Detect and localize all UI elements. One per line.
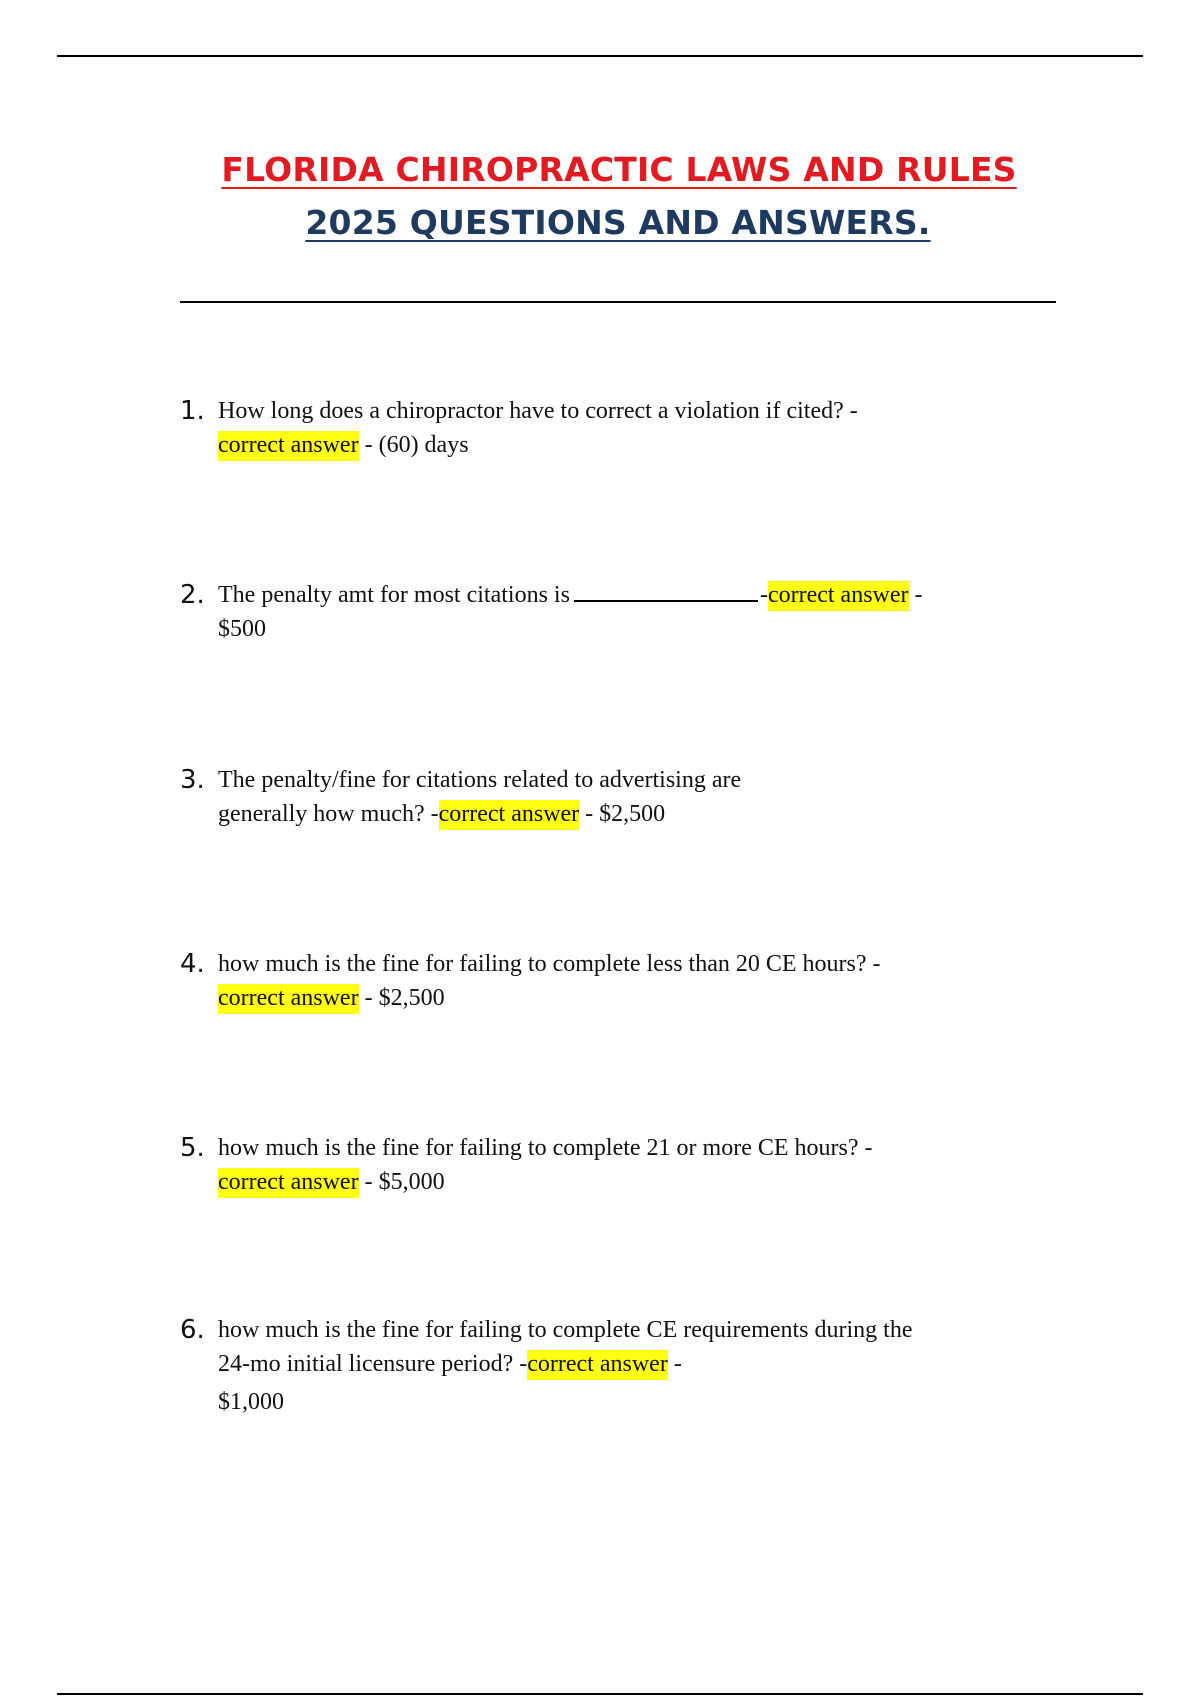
correct-answer-highlight: correct answer [218,984,359,1014]
document-title-line-1: FLORIDA CHIROPRACTIC LAWS AND RULES [221,150,1017,189]
answer-text: - (60) days [358,432,469,458]
correct-answer-highlight: correct answer [768,581,909,611]
question-line: how much is the fine for failing to complete 21 or more CE hours? - [218,1135,873,1161]
header-rule [57,55,1143,57]
question-number: 5. [180,1133,205,1163]
answer-text: $1,000 [218,1389,284,1415]
question-text: how much is the fine for failing to complete CE requirements during the 24-mo initial licensure period? -correct answer - $1,000 [218,1313,1030,1419]
question-text [218,394,1030,462]
question-line: 24-mo initial licensure period? - [218,1351,528,1377]
question-text [218,947,1030,1015]
question-number: 2. [180,580,205,610]
question-line: how much is the fine for failing to complete CE requirements during the [218,1317,913,1343]
correct-answer-highlight: correct answer [218,1168,359,1198]
question-text [218,1131,1030,1199]
question-number: 3. [180,765,205,795]
question-number: 1. [180,396,205,426]
correct-answer-highlight: correct answer [218,431,359,461]
question-line: generally how much? - [218,801,439,827]
correct-answer-highlight: correct answer [527,1350,668,1380]
question-line: The penalty/fine for citations related to advertising are [218,767,742,793]
question-line: how much is the fine for failing to complete less than 20 CE hours? - [218,951,881,977]
footer-rule [57,1693,1143,1695]
fill-in-blank [574,580,758,602]
question-text: The penalty amt for most citations is -correct answer - $500 [218,578,1030,646]
answer-text: - $2,500 [579,801,666,827]
document-title-line-2: 2025 QUESTIONS AND ANSWERS. [305,203,931,242]
answer-text: $500 [218,616,266,642]
question-number: 6. [180,1315,205,1345]
answer-text: - $5,000 [358,1169,445,1195]
question-text [218,763,1030,831]
answer-text: - $2,500 [358,985,445,1011]
question-line: How long does a chiropractor have to correct a violation if cited? - [218,398,858,424]
question-line: The penalty amt for most citations is [218,582,570,608]
correct-answer-highlight: correct answer [439,800,580,830]
title-divider [180,301,1056,303]
question-number: 4. [180,949,205,979]
